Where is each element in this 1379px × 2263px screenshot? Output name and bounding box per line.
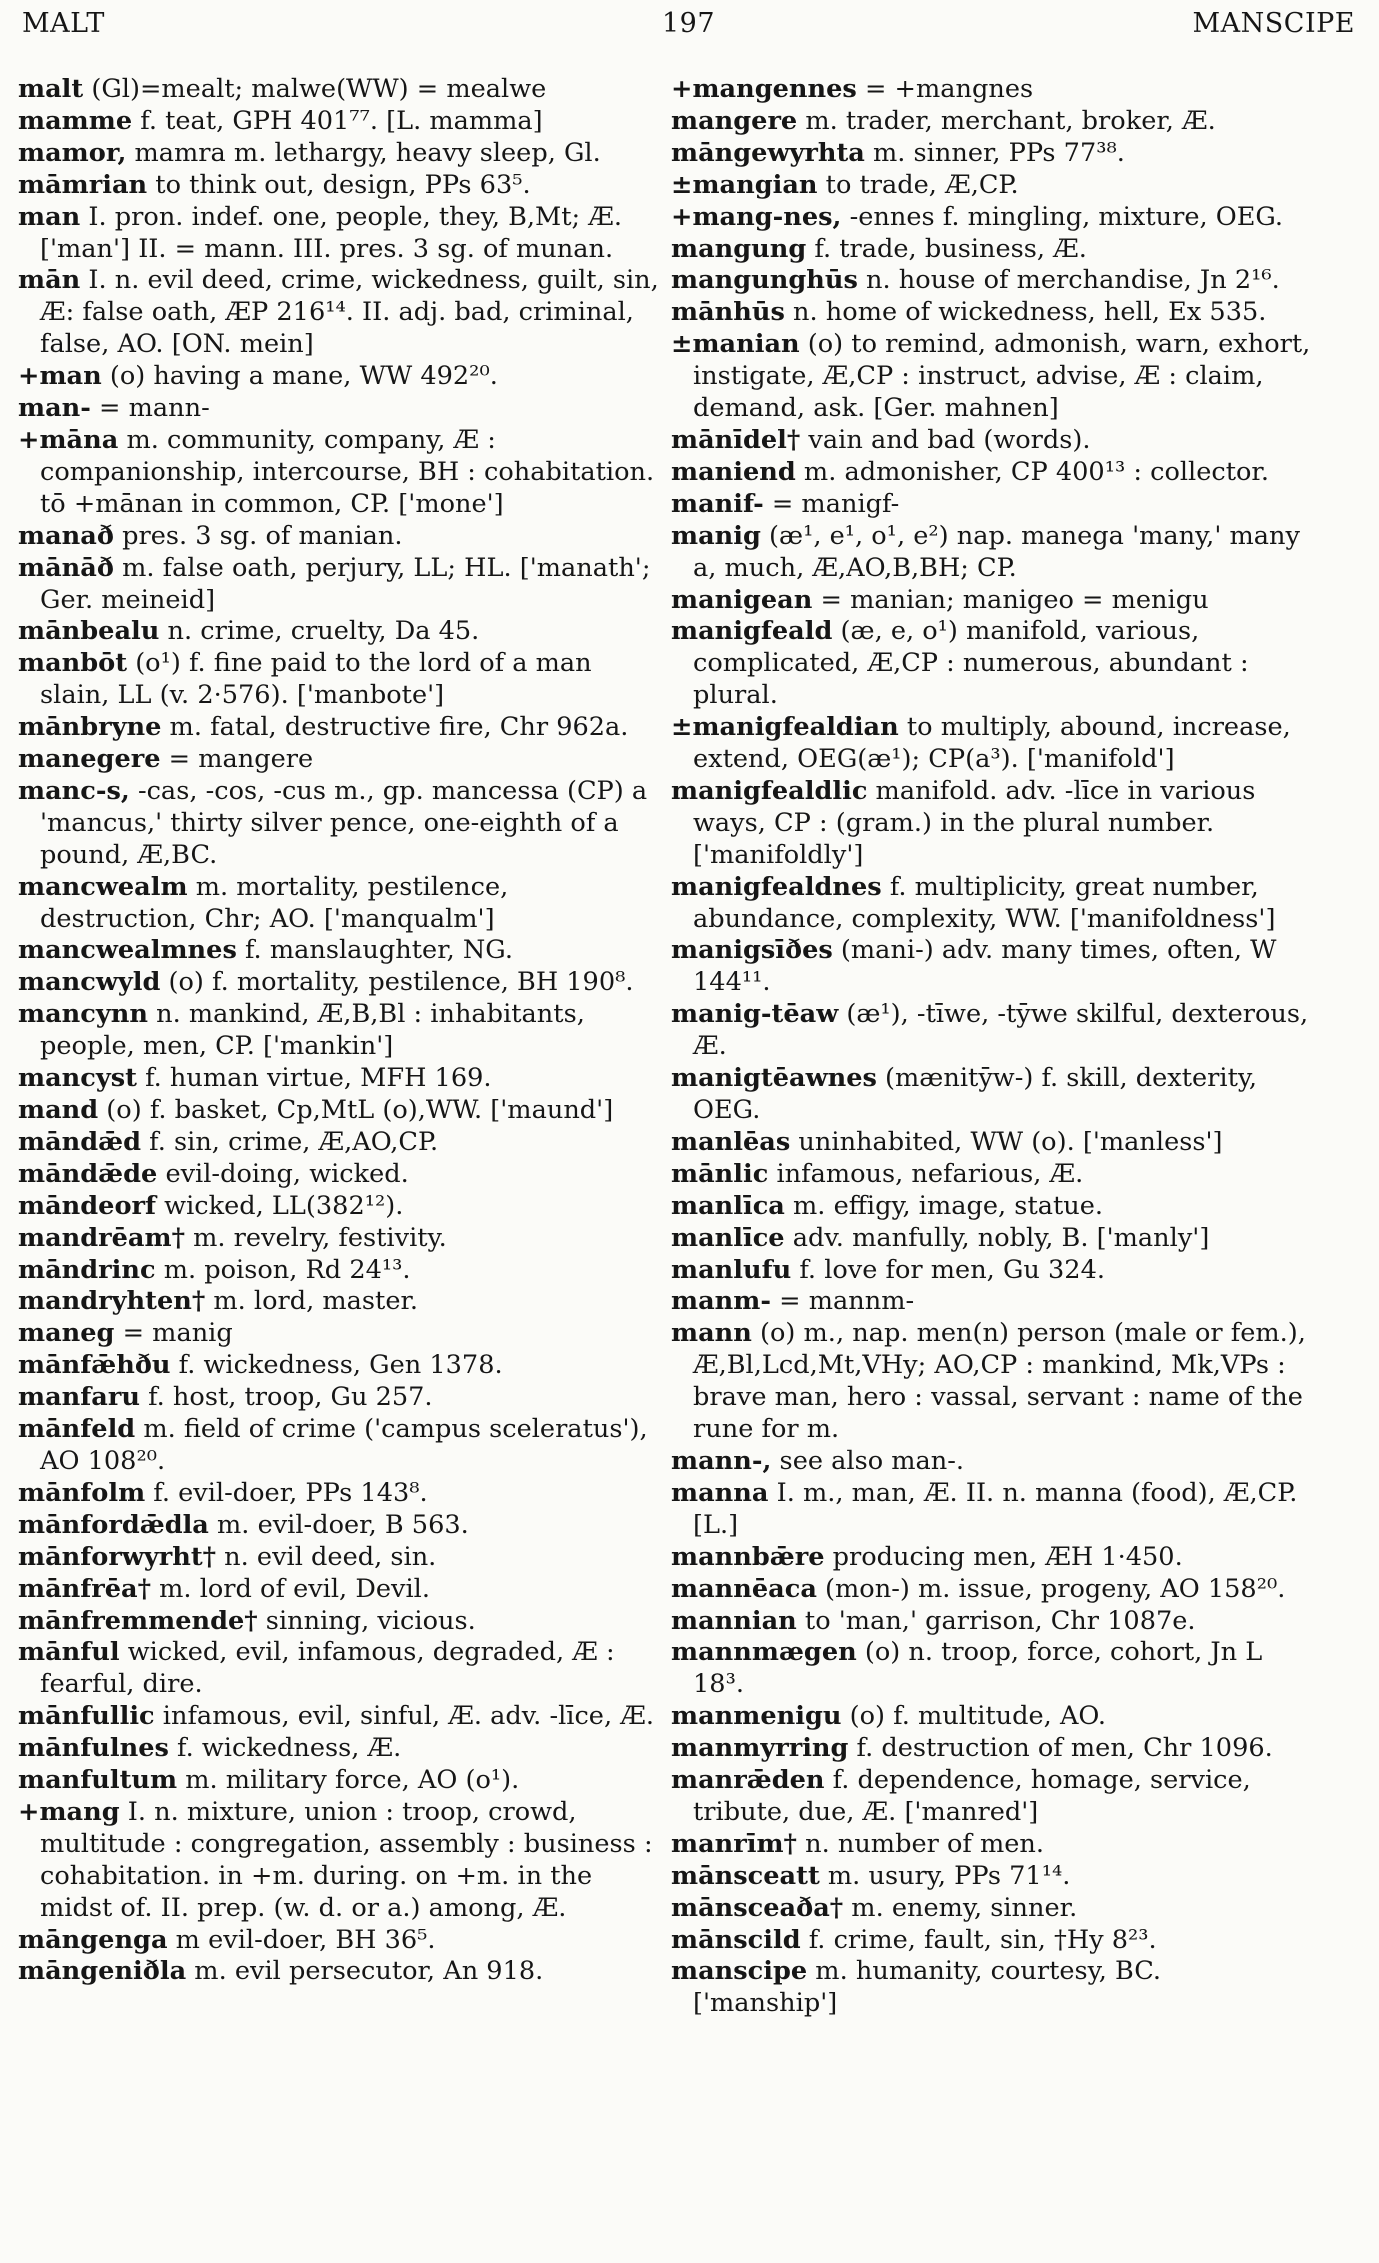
entry-definition: f. human virtue, MFH 169.: [136, 1063, 492, 1094]
entry-definition: (o) f. mortality, pestilence, BH 190⁸.: [160, 967, 634, 998]
dictionary-entry: [18, 1797, 659, 1925]
entry-definition: to trade, Æ,CP.: [817, 169, 1019, 200]
dictionary-entry: [18, 74, 659, 106]
entry-definition: n. evil deed, sin.: [216, 1541, 437, 1572]
entry-definition: m. evil persecutor, An 918.: [186, 1956, 544, 1987]
entry-definition: (o¹) f. fine paid to the lord of a man slain, LL (v. 2·576). ['manbote']: [40, 648, 592, 711]
entry-headword: mamme: [18, 105, 133, 136]
dictionary-entry: [18, 1223, 659, 1255]
entry-definition: m evil-doer, BH 36⁵.: [167, 1924, 436, 1955]
header-right-guideword: MANSCIPE: [1192, 8, 1355, 39]
dictionary-entry: [671, 329, 1311, 425]
dictionary-entry: [671, 1861, 1311, 1893]
entry-definition: n. mankind, Æ,B,Bl : inhabitants, people, men, CP. ['mankin']: [40, 999, 585, 1062]
dictionary-entry: [18, 1510, 659, 1542]
entry-headword: māngenga: [18, 1924, 168, 1955]
dictionary-entry: [671, 489, 1311, 521]
entry-headword: mānfulnes: [18, 1733, 169, 1764]
entry-headword: +māna: [18, 424, 119, 455]
dictionary-entry: [18, 1382, 659, 1414]
entry-headword: mandryhten†: [18, 1286, 206, 1317]
entry-headword: man-: [18, 393, 91, 424]
dictionary-entry: [18, 1478, 659, 1510]
entry-headword: +mang-nes,: [671, 201, 842, 232]
entry-headword: maniend: [671, 456, 796, 487]
entry-definition: (Gl)=mealt; malwe(WW) = mealwe: [83, 74, 547, 104]
entry-definition: I. n. mixture, union : troop, crowd, multitude : congregation, assembly : business : cohabitation. in +m. during. on +m. in the midst of. II. prep. (w. d. or a.) among, Æ.: [40, 1796, 653, 1923]
dictionary-entry: [18, 744, 659, 776]
dictionary-entry: [671, 1637, 1311, 1701]
entry-definition: n. crime, cruelty, Da 45.: [159, 616, 480, 647]
dictionary-entry: [18, 648, 659, 712]
entry-headword: mangunghūs: [671, 265, 858, 296]
entry-headword: manbōt: [18, 648, 128, 679]
entry-headword: manmyrring: [671, 1733, 849, 1764]
dictionary-entry: [671, 616, 1311, 712]
right-column: [671, 74, 1311, 2020]
entry-headword: māngewyrhta: [671, 137, 865, 168]
entry-definition: f. trade, business, Æ.: [806, 233, 1087, 264]
dictionary-entry: [671, 1765, 1311, 1829]
entry-definition: to multiply, abound, increase, extend, OEG(æ¹); CP(a³). ['manifold']: [693, 712, 1291, 775]
entry-headword: manif-: [671, 488, 764, 519]
dictionary-entry: [671, 138, 1311, 170]
entry-headword: malt: [18, 74, 84, 104]
entry-headword: mānlic: [671, 1158, 769, 1189]
entry-definition: (o) n. troop, force, cohort, Jn L 18³.: [693, 1637, 1263, 1700]
entry-headword: mān: [18, 265, 81, 296]
entry-definition: m. lord of evil, Devil.: [151, 1573, 430, 1604]
entry-headword: mancwyld: [18, 967, 161, 998]
entry-definition: f. destruction of men, Chr 1096.: [848, 1733, 1273, 1764]
dictionary-entry: [671, 1542, 1311, 1574]
entry-definition: f. wickedness, Gen 1378.: [170, 1350, 503, 1381]
entry-definition: m. enemy, sinner.: [843, 1892, 1078, 1923]
dictionary-entry: [18, 1542, 659, 1574]
entry-definition: m. humanity, courtesy, BC. ['manship']: [693, 1956, 1162, 2019]
entry-definition: to think out, design, PPs 63⁵.: [147, 169, 531, 200]
dictionary-entry: [18, 1637, 659, 1701]
entry-definition: mamra m. lethargy, heavy sleep, Gl.: [126, 137, 601, 168]
entry-headword: man: [18, 201, 81, 232]
entry-headword: manscipe: [671, 1956, 808, 1987]
dictionary-entry: [671, 202, 1311, 234]
entry-definition: m. field of crime ('campus sceleratus'), AO 108²⁰.: [40, 1414, 648, 1476]
entry-headword: manig: [671, 520, 761, 551]
dictionary-entry: [671, 265, 1311, 297]
entry-definition: m. evil-doer, B 563.: [208, 1509, 469, 1540]
entry-headword: mānhūs: [671, 297, 785, 328]
entry-headword: māndǣd: [18, 1126, 142, 1157]
entry-definition: f. crime, fault, sin, †Hy 8²³.: [800, 1924, 1157, 1955]
dictionary-entry: [18, 872, 659, 936]
entry-definition: infamous, evil, sinful, Æ. adv. -līce, Æ.: [154, 1701, 654, 1732]
entry-headword: mānforwyrht†: [18, 1541, 217, 1572]
entry-definition: = mannm-: [770, 1286, 915, 1317]
entry-definition: I. m., man, Æ. II. n. manna (food), Æ,CP. [L.]: [693, 1477, 1298, 1540]
dictionary-entry: [18, 1350, 659, 1382]
entry-headword: māndrinc: [18, 1254, 156, 1285]
entry-definition: evil-doing, wicked.: [157, 1158, 409, 1189]
entry-definition: wicked, evil, infamous, degraded, Æ : fearful, dire.: [40, 1637, 615, 1700]
entry-headword: mānāð: [18, 552, 114, 583]
dictionary-entry: [671, 1574, 1311, 1606]
entry-definition: = manig: [114, 1318, 233, 1349]
dictionary-entry: [18, 361, 659, 393]
header-left-guideword: MALT: [22, 8, 105, 39]
entry-headword: mānsceaða†: [671, 1892, 844, 1923]
entry-definition: (æ, e, o¹) manifold, various, complicated, Æ,CP : numerous, abundant : plural.: [693, 616, 1249, 711]
entry-headword: manigean: [671, 584, 813, 615]
entry-headword: manrǣden: [671, 1765, 825, 1796]
entry-definition: adv. manfully, nobly, B. ['manly']: [784, 1222, 1210, 1253]
entry-definition: see also man-.: [771, 1445, 965, 1476]
entry-headword: mānfullic: [18, 1701, 155, 1732]
entry-definition: (mon-) m. issue, progeny, AO 158²⁰.: [816, 1573, 1286, 1604]
dictionary-entry: [671, 999, 1311, 1063]
entry-headword: māndǣde: [18, 1158, 158, 1189]
dictionary-entry: [671, 1701, 1311, 1733]
dictionary-entry: [671, 935, 1311, 999]
entry-headword: mānfordǣdla: [18, 1509, 209, 1540]
entry-headword: manlīce: [671, 1222, 785, 1253]
entry-headword: manfultum: [18, 1765, 178, 1796]
dictionary-entry: [18, 1063, 659, 1095]
entry-headword: manlēas: [671, 1126, 791, 1157]
dictionary-entry: [18, 776, 659, 872]
entry-headword: manmenigu: [671, 1701, 842, 1732]
entry-headword: mancwealm: [18, 871, 188, 902]
entry-definition: m. military force, AO (o¹).: [177, 1765, 520, 1796]
entry-headword: manlīca: [671, 1190, 785, 1221]
entry-definition: (o) having a mane, WW 492²⁰.: [101, 361, 498, 392]
dictionary-entry: [671, 1733, 1311, 1765]
entry-headword: mānsceatt: [671, 1860, 820, 1891]
entry-headword: manig-tēaw: [671, 999, 839, 1030]
entry-headword: mand: [18, 1095, 99, 1125]
entry-definition: f. manslaughter, NG.: [236, 935, 513, 966]
entry-headword: manigsīðes: [671, 935, 833, 966]
dictionary-entry: [18, 1925, 659, 1957]
dictionary-entry: [671, 1956, 1311, 2020]
dictionary-entry: [18, 521, 659, 553]
entry-definition: sinning, vicious.: [257, 1605, 476, 1636]
entry-definition: m. revelry, festivity.: [184, 1222, 447, 1253]
dictionary-entry: [671, 1159, 1311, 1191]
entry-headword: mamor,: [18, 137, 127, 168]
dictionary-entry: [18, 393, 659, 425]
dictionary-entry: [18, 1574, 659, 1606]
dictionary-entry: [671, 234, 1311, 266]
entry-definition: f. multiplicity, great number, abundance, complexity, WW. ['manifoldness']: [693, 871, 1276, 934]
dictionary-entry: [18, 712, 659, 744]
entry-headword: maneg: [18, 1318, 115, 1349]
entry-headword: mannmægen: [671, 1637, 857, 1668]
entry-definition: -cas, -cos, -cus m., gp. mancessa (CP) a 'mancus,' thirty silver pence, one-eighth of a pound, Æ,BC.: [40, 775, 648, 870]
dictionary-entry: [671, 872, 1311, 936]
entry-headword: mānfeld: [18, 1414, 136, 1445]
dictionary-entry: [671, 297, 1311, 329]
entry-headword: +mangennes: [671, 74, 857, 104]
entry-definition: vain and bad (words).: [800, 424, 1091, 455]
dictionary-entry: [671, 585, 1311, 617]
dictionary-entry: [671, 457, 1311, 489]
entry-headword: manigfeald: [671, 616, 833, 647]
entry-definition: m. trader, merchant, broker, Æ.: [797, 105, 1216, 136]
entry-headword: mānful: [18, 1637, 120, 1668]
dictionary-entry: [671, 1318, 1311, 1446]
dictionary-entry: [18, 1606, 659, 1638]
entry-headword: mānbryne: [18, 712, 162, 743]
dictionary-entry: [18, 1255, 659, 1287]
entry-definition: I. pron. indef. one, people, they, B,Mt; Æ. ['man'] II. = mann. III. pres. 3 sg. of munan.: [40, 201, 623, 264]
dictionary-entry: [671, 170, 1311, 202]
entry-headword: +mang: [18, 1796, 120, 1827]
entry-definition: f. wickedness, Æ.: [168, 1733, 402, 1764]
entry-headword: manlufu: [671, 1254, 792, 1285]
entry-definition: (mani-) adv. many times, often, W 144¹¹.: [693, 935, 1277, 998]
dictionary-entry: [671, 521, 1311, 585]
entry-definition: m. sinner, PPs 77³⁸.: [864, 137, 1125, 168]
entry-definition: (o) to remind, admonish, warn, exhort, instigate, Æ,CP : instruct, advise, Æ : claim, demand, ask. [Ger. mahnen]: [693, 329, 1311, 424]
dictionary-entry: [671, 1925, 1311, 1957]
entry-definition: wicked, LL(382¹²).: [156, 1190, 404, 1221]
entry-definition: (æ¹, e¹, o¹, e²) nap. manega 'many,' many a, much, Æ,AO,B,BH; CP.: [693, 520, 1300, 583]
dictionary-entry: [18, 967, 659, 999]
dictionary-entry: [18, 553, 659, 617]
entry-definition: f. love for men, Gu 324.: [791, 1254, 1106, 1285]
left-column: [18, 74, 659, 1988]
entry-definition: (o) f. basket, Cp,MtL (o),WW. ['maund']: [98, 1095, 614, 1125]
dictionary-entry: [671, 776, 1311, 872]
dictionary-entry: [18, 1159, 659, 1191]
dictionary-entry: [18, 616, 659, 648]
entry-headword: māndeorf: [18, 1190, 157, 1221]
dictionary-entry: [18, 106, 659, 138]
entry-headword: mangere: [671, 105, 798, 136]
dictionary-entry: [18, 265, 659, 361]
dictionary-entry: [18, 1414, 659, 1478]
entry-definition: m. false oath, perjury, LL; HL. ['manath'; Ger. meineid]: [40, 552, 651, 615]
dictionary-entry: [18, 425, 659, 521]
entry-definition: n. number of men.: [796, 1828, 1045, 1859]
dictionary-entry: [18, 1286, 659, 1318]
entry-definition: f. teat, GPH 401⁷⁷. [L. mamma]: [132, 105, 543, 136]
entry-headword: mann-,: [671, 1445, 772, 1476]
entry-definition: -ennes f. mingling, mixture, OEG.: [841, 201, 1284, 232]
dictionary-entry: [18, 170, 659, 202]
entry-headword: manað: [18, 520, 114, 551]
dictionary-entry: [671, 1893, 1311, 1925]
entry-headword: manigfealdnes: [671, 871, 882, 902]
entry-headword: mangung: [671, 233, 807, 264]
entry-headword: manna: [671, 1477, 769, 1508]
entry-definition: m. lord, master.: [205, 1286, 419, 1317]
entry-headword: manigfealdlic: [671, 775, 868, 806]
dictionary-entry: [18, 935, 659, 967]
entry-definition: (æ¹), -tīwe, -tȳwe skilful, dexterous, Æ.: [693, 999, 1309, 1062]
entry-definition: = mangere: [160, 744, 314, 775]
entry-definition: m. effigy, image, statue.: [784, 1190, 1104, 1221]
dictionary-entry: [671, 1829, 1311, 1861]
dictionary-entry: [18, 1191, 659, 1223]
entry-definition: I. n. evil deed, crime, wickedness, guilt, sin, Æ: false oath, ÆP 216¹⁴. II. adj. bad, criminal, false, AO. [ON. mein]: [40, 265, 659, 360]
entry-headword: manegere: [18, 744, 161, 775]
dictionary-entry: [671, 425, 1311, 457]
dictionary-entry: [18, 1733, 659, 1765]
entry-headword: mānscild: [671, 1924, 801, 1955]
dictionary-entry: [671, 1446, 1311, 1478]
entry-definition: f. dependence, homage, service, tribute, due, Æ. ['manred']: [693, 1765, 1251, 1827]
entry-headword: mānfǣhðu: [18, 1350, 171, 1381]
dictionary-entry: [671, 106, 1311, 138]
entry-headword: mancynn: [18, 999, 148, 1030]
entry-headword: manm-: [671, 1286, 771, 1317]
entry-definition: pres. 3 sg. of manian.: [113, 520, 403, 551]
dictionary-entry: [671, 1063, 1311, 1127]
entry-definition: manifold. adv. -līce in various ways, CP : (gram.) in the plural number. ['manifoldly']: [693, 775, 1256, 870]
entry-definition: m. poison, Rd 24¹³.: [155, 1254, 411, 1285]
dictionary-entry: [18, 1765, 659, 1797]
entry-definition: = manigf-: [763, 488, 900, 519]
dictionary-entry: [18, 1318, 659, 1350]
dictionary-entry: [18, 1095, 659, 1127]
entry-headword: mancyst: [18, 1063, 137, 1094]
dictionary-entry: [671, 1606, 1311, 1638]
dictionary-entry: [671, 1191, 1311, 1223]
dictionary-entry: [671, 1255, 1311, 1287]
running-header: [22, 8, 1355, 48]
entry-headword: māngeniðla: [18, 1956, 187, 1987]
entry-definition: (o) m., nap. men(n) person (male or fem.), Æ,Bl,Lcd,Mt,VHy; AO,CP : mankind, Mk,VPs : brave man, hero : vassal, servant : name of the rune for m.: [693, 1318, 1306, 1445]
entry-definition: = +mangnes: [856, 74, 1034, 104]
entry-definition: m. admonisher, CP 400¹³ : collector.: [795, 456, 1269, 487]
entry-headword: manc-s,: [18, 775, 130, 806]
dictionary-entry: [671, 712, 1311, 776]
entry-headword: manfaru: [18, 1382, 140, 1413]
entry-definition: n. house of merchandise, Jn 2¹⁶.: [857, 265, 1280, 296]
entry-headword: ±manian: [671, 329, 800, 360]
entry-headword: mandrēam†: [18, 1222, 185, 1253]
entry-definition: = manian; manigeo = menigu: [812, 584, 1209, 615]
entry-definition: (o) f. multitude, AO.: [841, 1701, 1107, 1732]
entry-definition: to 'man,' garrison, Chr 1087e.: [796, 1605, 1196, 1636]
entry-definition: f. host, troop, Gu 257.: [139, 1382, 433, 1413]
dictionary-entry: [671, 1478, 1311, 1542]
entry-definition: m. community, company, Æ : companionship, intercourse, BH : cohabitation. tō +mānan in common, CP. ['mone']: [40, 424, 655, 519]
dictionary-entry: [18, 1956, 659, 1988]
entry-headword: mānīdel†: [671, 424, 801, 455]
entry-headword: mannbǣre: [671, 1541, 825, 1572]
entry-definition: m. mortality, pestilence, destruction, Chr; AO. ['manqualm']: [40, 871, 509, 934]
entry-headword: māmrian: [18, 169, 148, 200]
entry-headword: manigtēawnes: [671, 1063, 877, 1094]
entry-headword: mannēaca: [671, 1573, 817, 1604]
page-number: 197: [661, 8, 716, 39]
entry-definition: = mann-: [90, 393, 210, 424]
entry-headword: mancwealmnes: [18, 935, 237, 966]
dictionary-entry: [18, 138, 659, 170]
entry-definition: n. home of wickedness, hell, Ex 535.: [784, 297, 1267, 328]
entry-headword: ±mangian: [671, 169, 818, 200]
entry-headword: mannian: [671, 1605, 797, 1636]
entry-headword: mānfolm: [18, 1477, 146, 1508]
entry-definition: m. usury, PPs 71¹⁴.: [819, 1860, 1071, 1891]
dictionary-entry: [671, 74, 1311, 106]
entry-headword: +man: [18, 361, 102, 392]
dictionary-entry: [18, 1701, 659, 1733]
entry-headword: ±manigfealdian: [671, 712, 899, 743]
dictionary-entry: [671, 1223, 1311, 1255]
entry-headword: mann: [671, 1318, 752, 1349]
dictionary-entry: [18, 202, 659, 266]
dictionary-entry: [18, 999, 659, 1063]
entry-definition: producing men, ÆH 1·450.: [824, 1541, 1183, 1572]
entry-headword: mānfrēa†: [18, 1573, 152, 1604]
entry-headword: mānbealu: [18, 616, 160, 647]
entry-definition: f. sin, crime, Æ,AO,CP.: [141, 1126, 439, 1157]
entry-headword: mānfremmende†: [18, 1605, 258, 1636]
entry-definition: f. evil-doer, PPs 143⁸.: [145, 1477, 428, 1508]
entry-definition: infamous, nefarious, Æ.: [768, 1158, 1084, 1189]
dictionary-entry: [671, 1286, 1311, 1318]
entry-definition: uninhabited, WW (o). ['manless']: [790, 1126, 1223, 1157]
entry-headword: manrīm†: [671, 1828, 797, 1859]
dictionary-entry: [18, 1127, 659, 1159]
entry-definition: m. fatal, destructive fire, Chr 962a.: [161, 712, 629, 743]
entry-definition: (mænitȳw-) f. skill, dexterity, OEG.: [693, 1063, 1258, 1125]
dictionary-entry: [671, 1127, 1311, 1159]
